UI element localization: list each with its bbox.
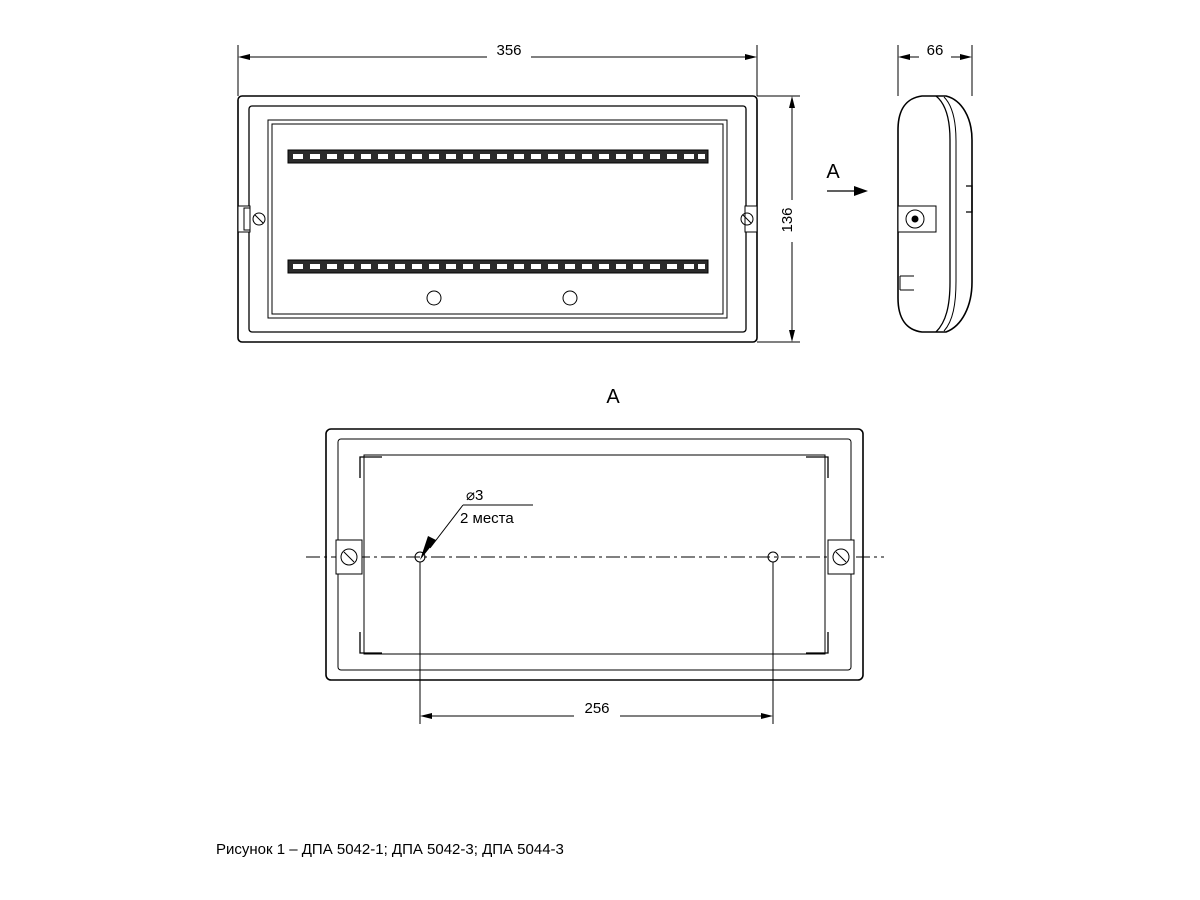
front-view (238, 42, 800, 342)
front-height-dim-label: 136 (779, 207, 796, 233)
side-bezel-line (936, 96, 950, 332)
figure-caption: Рисунок 1 – ДПА 5042-1; ДПА 5042-3; ДПА 5044-3 (216, 841, 564, 858)
front-indicator-led-1 (427, 291, 441, 305)
back-mount-bracket-left (336, 540, 362, 574)
side-mount-lug (898, 206, 936, 232)
front-housing-outline (238, 96, 757, 342)
front-width-dim-label: 356 (496, 42, 522, 59)
back-mount-bracket-right (828, 540, 854, 574)
section-a-title: А (606, 386, 620, 408)
front-indicator-led-2 (563, 291, 577, 305)
hole-count-label: 2 места (460, 510, 514, 527)
back-dim-arrow-left (420, 713, 432, 719)
hole-callout-leader (430, 505, 463, 548)
front-mount-lug-right (741, 206, 757, 232)
front-led-strip-bottom (288, 260, 708, 273)
back-plate-outline (364, 455, 825, 654)
front-width-arrow-left (238, 54, 250, 60)
back-housing-inner (338, 439, 851, 670)
side-view (898, 42, 972, 332)
section-a-view (306, 429, 884, 724)
back-corner-bracket-tl (360, 457, 382, 478)
back-dim-arrow-right (761, 713, 773, 719)
view-arrow-a-head (854, 186, 868, 196)
front-width-arrow-right (745, 54, 757, 60)
back-dim-label: 256 (584, 700, 610, 717)
front-mount-lug-left (238, 206, 265, 232)
view-arrow-a-label: А (826, 161, 840, 183)
front-height-arrow-bottom (789, 330, 795, 342)
front-bezel-outline (249, 106, 746, 332)
back-corner-bracket-bl (360, 632, 382, 653)
hole-callout-arrow (420, 536, 436, 560)
view-arrow-a (826, 161, 868, 196)
front-height-arrow-top (789, 96, 795, 108)
hole-diameter-label: ⌀3 (466, 487, 484, 504)
hole-callout (420, 487, 533, 560)
side-depth-arrow-left (898, 54, 910, 60)
front-led-strip-top (288, 150, 708, 163)
side-depth-arrow-right (960, 54, 972, 60)
side-latch-tab (966, 186, 972, 212)
side-depth-dim-label: 66 (926, 42, 944, 59)
back-housing-outline (326, 429, 863, 680)
